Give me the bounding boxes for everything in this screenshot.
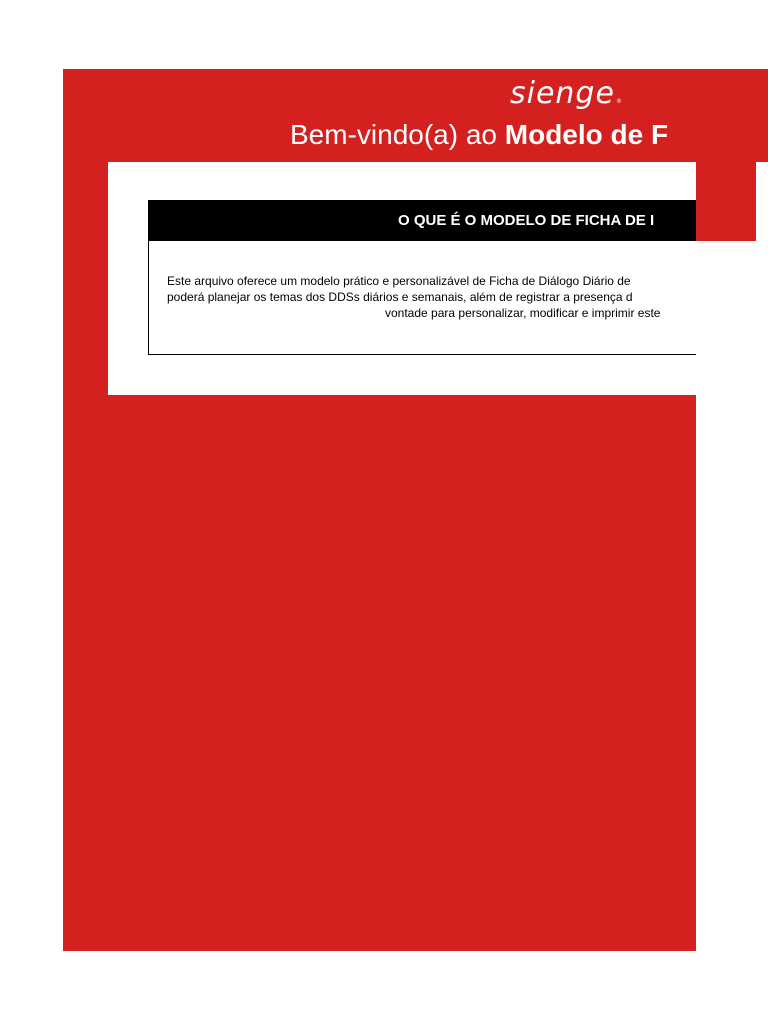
title-bold: Modelo de F [504,119,669,150]
red-background-strip [696,162,756,241]
red-background-left [63,162,108,395]
body-line-1: Este arquivo oferece um modelo prático e personalizável de Ficha de Diálogo Diário de [167,274,631,288]
section-heading-bar [148,200,696,241]
title-prefix: Bem-vindo(a) ao [290,119,505,150]
logo-text: sienge [510,76,615,111]
sienge-logo [510,74,623,114]
section-body [148,241,696,355]
body-line-3: vontade para personalizar, modificar e imprimir este [385,306,661,320]
page-title [290,113,696,157]
registered-mark: ® [615,98,623,105]
red-background-bottom [63,395,696,951]
section-heading: O QUE É O MODELO DE FICHA DE I [398,212,655,229]
body-line-2: poderá planejar os temas dos DDSs diários e semanais, além de registrar a presença d [167,290,633,304]
